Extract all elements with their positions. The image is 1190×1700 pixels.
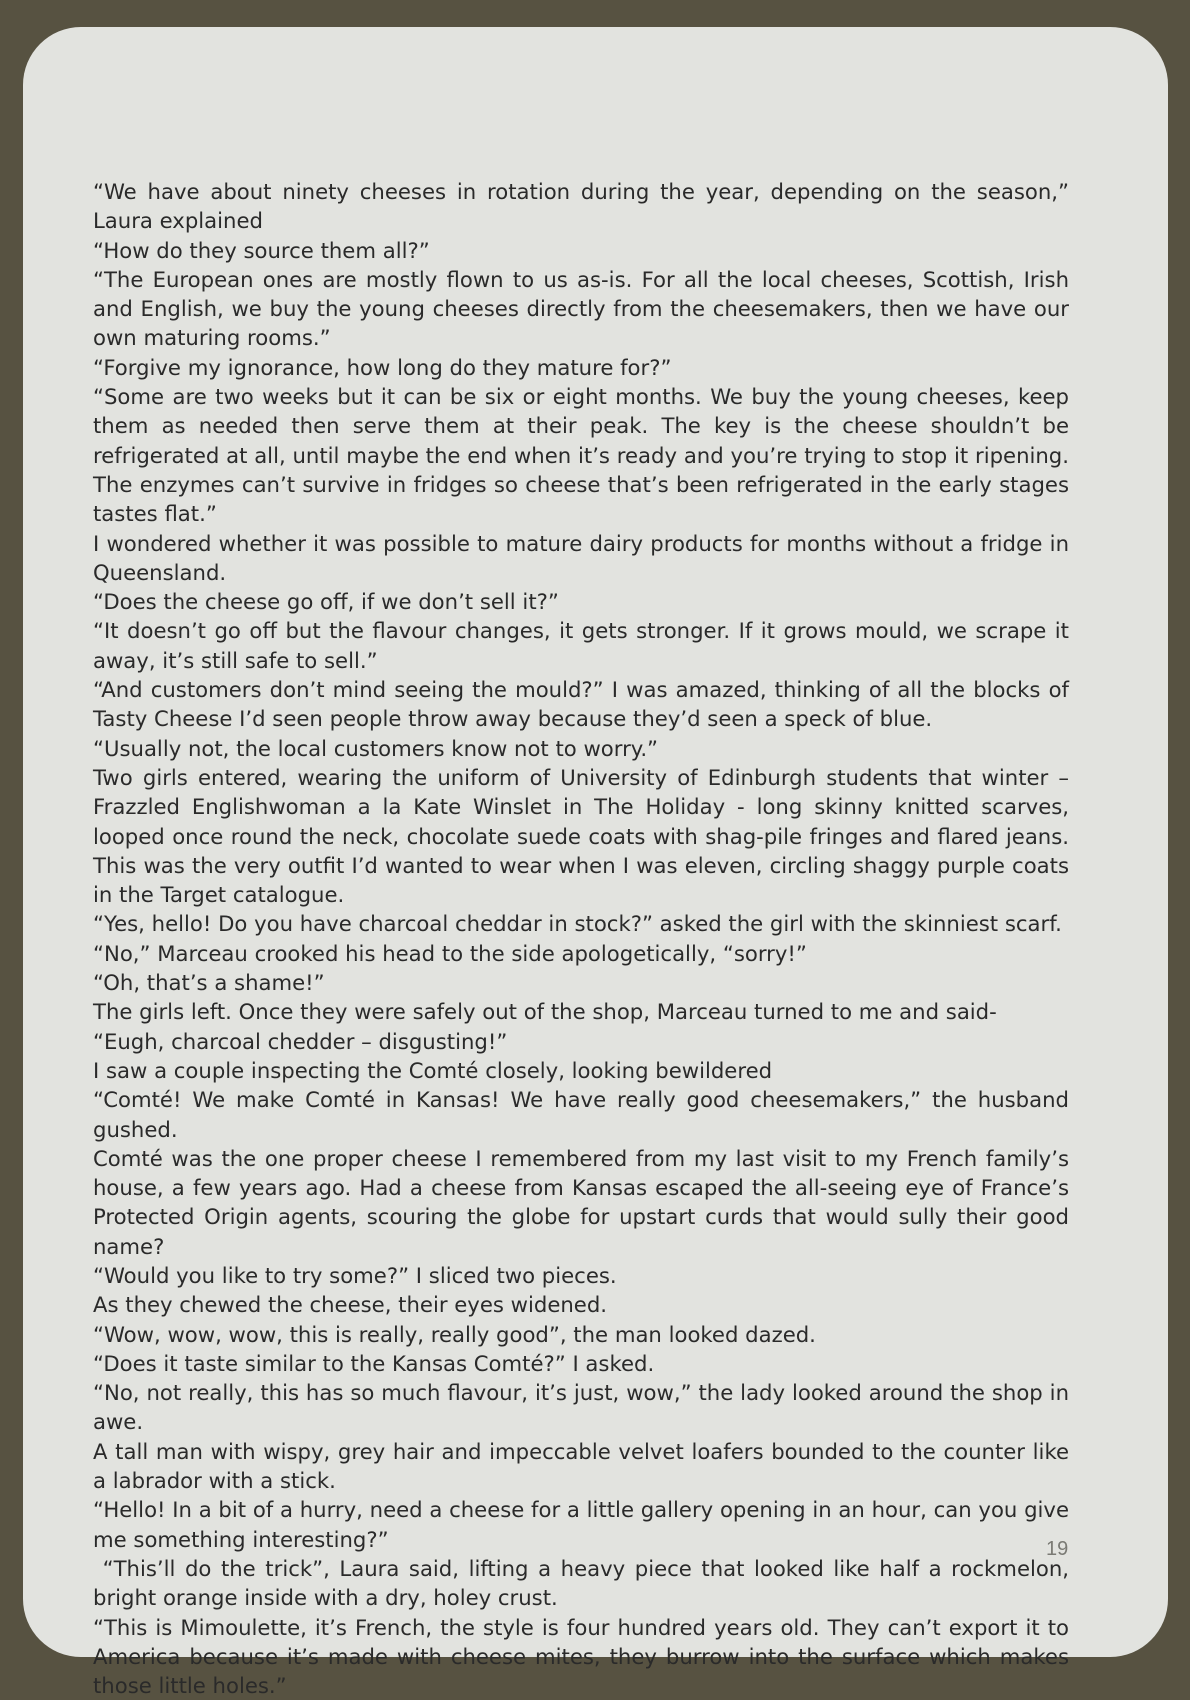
paragraph: “Hello! In a bit of a hurry, need a cheese for a little gallery opening in an hour, can you give me something interesting?” [93,1497,1069,1552]
paragraph: “Usually not, the local customers know not to worry.” [93,735,659,761]
paragraph: “Comté! We make Comté in Kansas! We have really good cheesemakers,” the husband gushed. [93,1087,1069,1142]
paragraph: “We have about ninety cheeses in rotation during the year, depending on the season,” Laura explained [93,179,1069,234]
page-card [23,27,1168,1699]
paragraph: “This’ll do the trick”, Laura said, lifting a heavy piece that looked like half a rockmelon, bright orange inside with a dry, holey crust. [93,1555,1076,1611]
paragraph: “Forgive my ignorance, how long do they mature for?” [93,354,672,380]
paragraph: “This is Mimoulette, it’s French, the style is four hundred years old. They can’t export it to America because it’s made with cheese mites, they burrow into the surface which makes those little holes.” [93,1614,1069,1699]
paragraph: “Oh, that’s a shame!” [93,970,325,996]
paragraph: “No, not really, this has so much flavour, it’s just, wow,” the lady looked around the shop in awe. [93,1380,1069,1435]
body-text [93,177,1076,1700]
paragraph: Two girls entered, wearing the uniform of University of Edinburgh students that winter – Frazzled Englishwoman a la Kate Winslet in The Holiday - long skinny knitted scarves, looped once round the neck, chocolate suede coats with shag-pile fringes and flared jeans. This was the very outfit I’d wanted to wear when I was eleven, circling shaggy purple coats in the Target catalogue. [93,764,1069,908]
paragraph: “No,” Marceau crooked his head to the side apologetically, “sorry!” [93,940,807,966]
paragraph: “Yes, hello! Do you have charcoal cheddar in stock?” asked the girl with the skinniest scarf. [93,911,1062,937]
page-number: 19 [1046,1538,1069,1560]
paragraph: “Some are two weeks but it can be six or eight months. We buy the young cheeses, keep them as needed then serve them at their peak. The key is the cheese shouldn’t be refrigerated at all, until maybe the end when it’s ready and you’re trying to stop it ripening. The enzymes can’t survive in fridges so cheese that’s been refrigerated in the early stages tastes flat.” [93,384,1069,527]
paragraph: “Wow, wow, wow, this is really, really good”, the man looked dazed. [93,1321,816,1347]
paragraph: “It doesn’t go off but the flavour changes, it gets stronger. If it grows mould, we scrape it away, it’s still safe to sell.” [93,618,1069,673]
paragraph: A tall man with wispy, grey hair and impeccable velvet loafers bounded to the counter like a labrador with a stick. [93,1438,1069,1494]
paragraph: “Does it taste similar to the Kansas Comté?” I asked. [93,1350,655,1376]
paragraph: As they chewed the cheese, their eyes widened. [93,1292,608,1318]
paragraph: “Does the cheese go off, if we don’t sell it?” [93,589,559,615]
paragraph: “Would you like to try some?” I sliced two pieces. [93,1262,617,1288]
paragraph: I wondered whether it was possible to mature dairy products for months without a fridge in Queensland. [93,530,1069,585]
paragraph: “Eugh, charcoal chedder – disgusting!” [93,1028,508,1054]
paragraph: Comté was the one proper cheese I remembered from my last visit to my French family’s house, a few years ago. Had a cheese from Kansas escaped the all-seeing eye of France’s Protected Origin agents, scouring the globe for upstart curds that would sully their good name? [93,1145,1069,1259]
paragraph: The girls left. Once they were safely out of the shop, Marceau turned to me and said- [93,999,997,1025]
paragraph: “The European ones are mostly flown to us as-is. For all the local cheeses, Scottish, Irish and English, we buy the young cheeses directly from the cheesemakers, then we have our own maturing rooms.” [93,266,1069,351]
paragraph: I saw a couple inspecting the Comté closely, looking bewildered [93,1057,773,1083]
paragraph: “And customers don’t mind seeing the mould?” I was amazed, thinking of all the blocks of Tasty Cheese I’d seen people throw away because they’d seen a speck of blue. [93,677,1069,732]
paragraph: “How do they source them all?” [93,237,430,263]
